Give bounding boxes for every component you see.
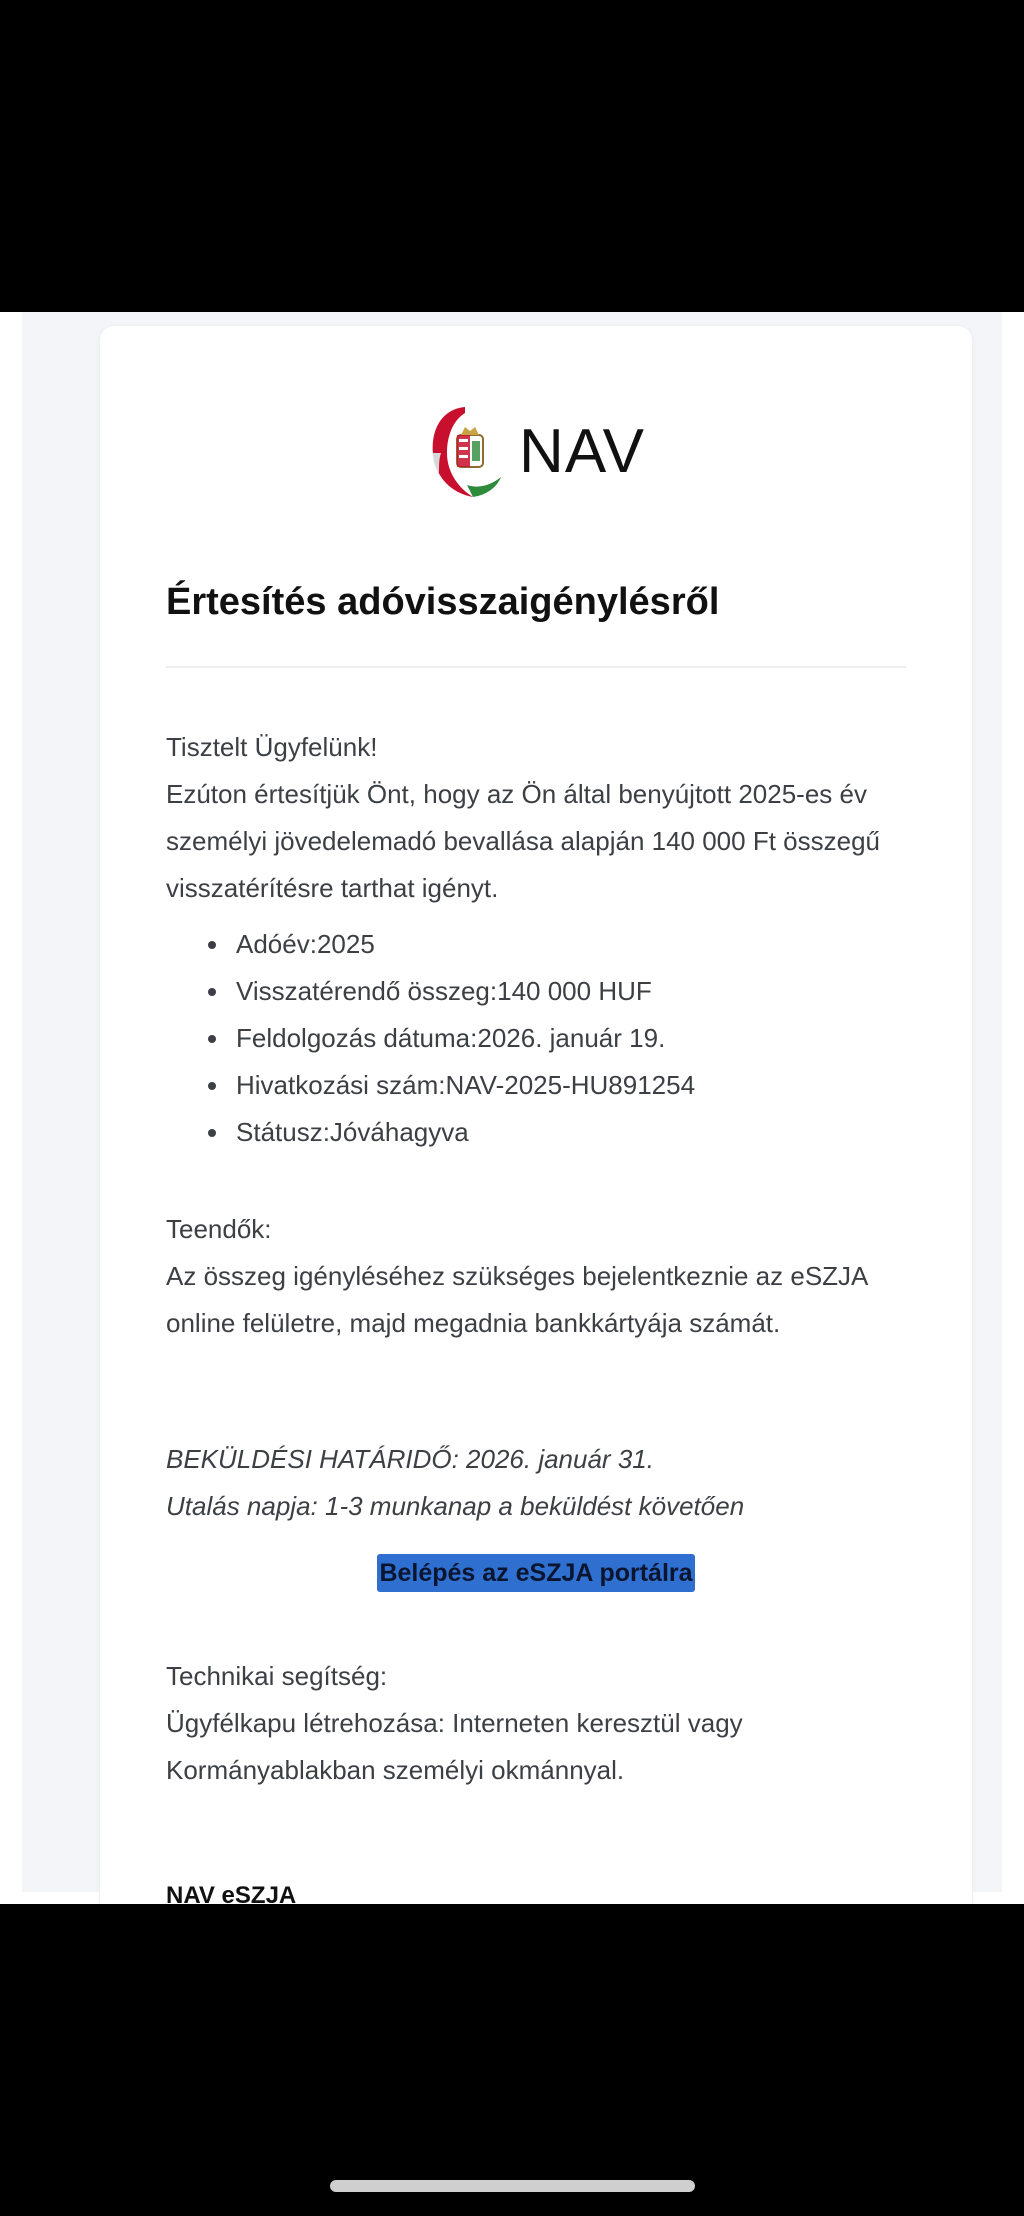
list-item: Feldolgozás dátuma:2026. január 19.	[200, 1015, 900, 1062]
list-item: Státusz:Jóváhagyva	[200, 1109, 900, 1156]
deadline-text: BEKÜLDÉSI HATÁRIDŐ: 2026. január 31.	[166, 1444, 654, 1474]
todo-text: Az összeg igényléséhez szükséges bejelentkeznie az eSZJA online felületre, majd megadnia bankkártyája számát.	[166, 1261, 867, 1338]
email-viewport[interactable]	[0, 312, 1024, 1904]
status-bar-area	[0, 0, 1024, 312]
transfer-day-text: Utalás napja: 1-3 munkanap a beküldést követően	[166, 1491, 745, 1521]
deadline-block	[166, 1436, 926, 1530]
eszja-portal-login-link[interactable]: Belépés az eSZJA portálra	[377, 1554, 694, 1592]
greeting-text: Tisztelt Ügyfelünk!	[166, 732, 378, 762]
email-card	[100, 326, 972, 1904]
nav-logo	[100, 396, 972, 506]
hungarian-coat-of-arms-icon	[427, 401, 503, 501]
refund-details-list	[200, 921, 900, 1156]
notice-text: Ezúton értesítjük Önt, hogy az Ön által benyújtott 2025-es év személyi jövedelemadó bevallása alapján 140 000 Ft összegű visszatérítésre tarthat igényt.	[166, 779, 880, 903]
title-divider	[166, 666, 906, 668]
list-item: Adóév:2025	[200, 921, 900, 968]
bottom-black-area	[0, 1904, 1024, 2216]
home-indicator-bar[interactable]	[330, 2180, 695, 2192]
email-title: Értesítés adóvisszaigénylésről	[166, 581, 720, 623]
brand-name: NAV	[519, 416, 645, 486]
list-item: Visszatérendő összeg:140 000 HUF	[200, 968, 900, 1015]
email-signature: NAV eSZJA	[166, 1882, 297, 1904]
list-item: Hivatkozási szám:NAV-2025-HU891254	[200, 1062, 900, 1109]
cta-container	[100, 1554, 972, 1592]
tech-help-text: Ügyfélkapu létrehozása: Interneten keresztül vagy Kormányablakban személyi okmánnyal.	[166, 1708, 743, 1785]
tech-help-heading: Technikai segítség:	[166, 1661, 388, 1691]
email-background	[22, 312, 1002, 1904]
todo-heading: Teendők:	[166, 1214, 272, 1244]
